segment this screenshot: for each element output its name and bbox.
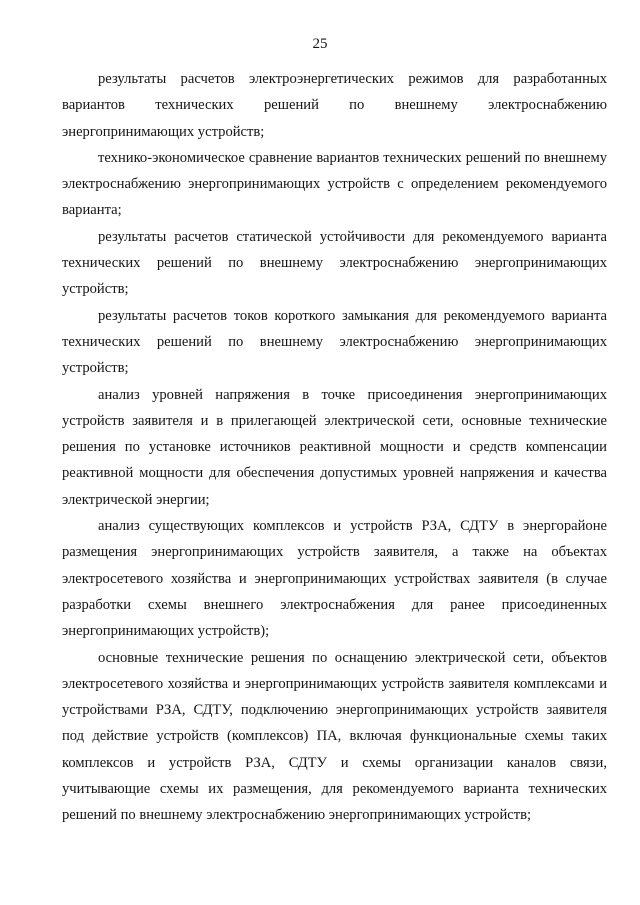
paragraph-rza-sdtu-analysis: анализ существующих комплексов и устройств РЗА, СДТУ в энергорайоне размещения энергопринимающих устройств заявителя, а также на объектах электросетевого хозяйства и энергопринимающих устройствах заявителя (в случае разработки схемы внешнего электроснабжения для ранее присоединенных энергопринимающих устройств); (62, 518, 607, 640)
paragraph-voltage-level-analysis: анализ уровней напряжения в точке присоединения энергопринимающих устройств заявителя и в прилегающей электрической сети, основные технические решения по установке источников реактивной мощности и средств компенсации реактивной мощности для обеспечения допустимых уровней напряжения и качества электрической энергии; (62, 386, 607, 508)
paragraph-rza-sdtu-technical-solutions: основные технические решения по оснащению электрической сети, объектов электросетевого хозяйства и энергопринимающих устройств заявителя комплексами и устройствами РЗА, СДТУ, подключению энергопринимающих устройств заявителя под действие устройств (комплексов) ПА, включая функциональные схемы таких комплексов и устройств РЗА, СДТУ и схемы организации каналов связи, учитывающие схемы их размещения, для рекомендуемого варианта технических решений по внешнему электроснабжению энергопринимающих устройств; (62, 649, 607, 824)
paragraph-static-stability-results: результаты расчетов статической устойчивости для рекомендуемого варианта технических решений по внешнему электроснабжению энергопринимающих устройств; (62, 228, 607, 298)
paragraph-electro-regime-results: результаты расчетов электроэнергетических режимов для разработанных вариантов технических решений по внешнему электроснабжению энергопринимающих устройств; (62, 71, 607, 140)
paragraph-short-circuit-results: результаты расчетов токов короткого замыкания для рекомендуемого варианта технических решений по внешнему электроснабжению энергопринимающих устройств; (62, 307, 607, 377)
page-number: 25 (312, 36, 328, 52)
document-body (62, 66, 607, 829)
paragraph-technical-economic-comparison: технико-экономическое сравнение вариантов технических решений по внешнему электроснабжению энергопринимающих устройств с определением рекомендуемого варианта; (62, 149, 607, 219)
